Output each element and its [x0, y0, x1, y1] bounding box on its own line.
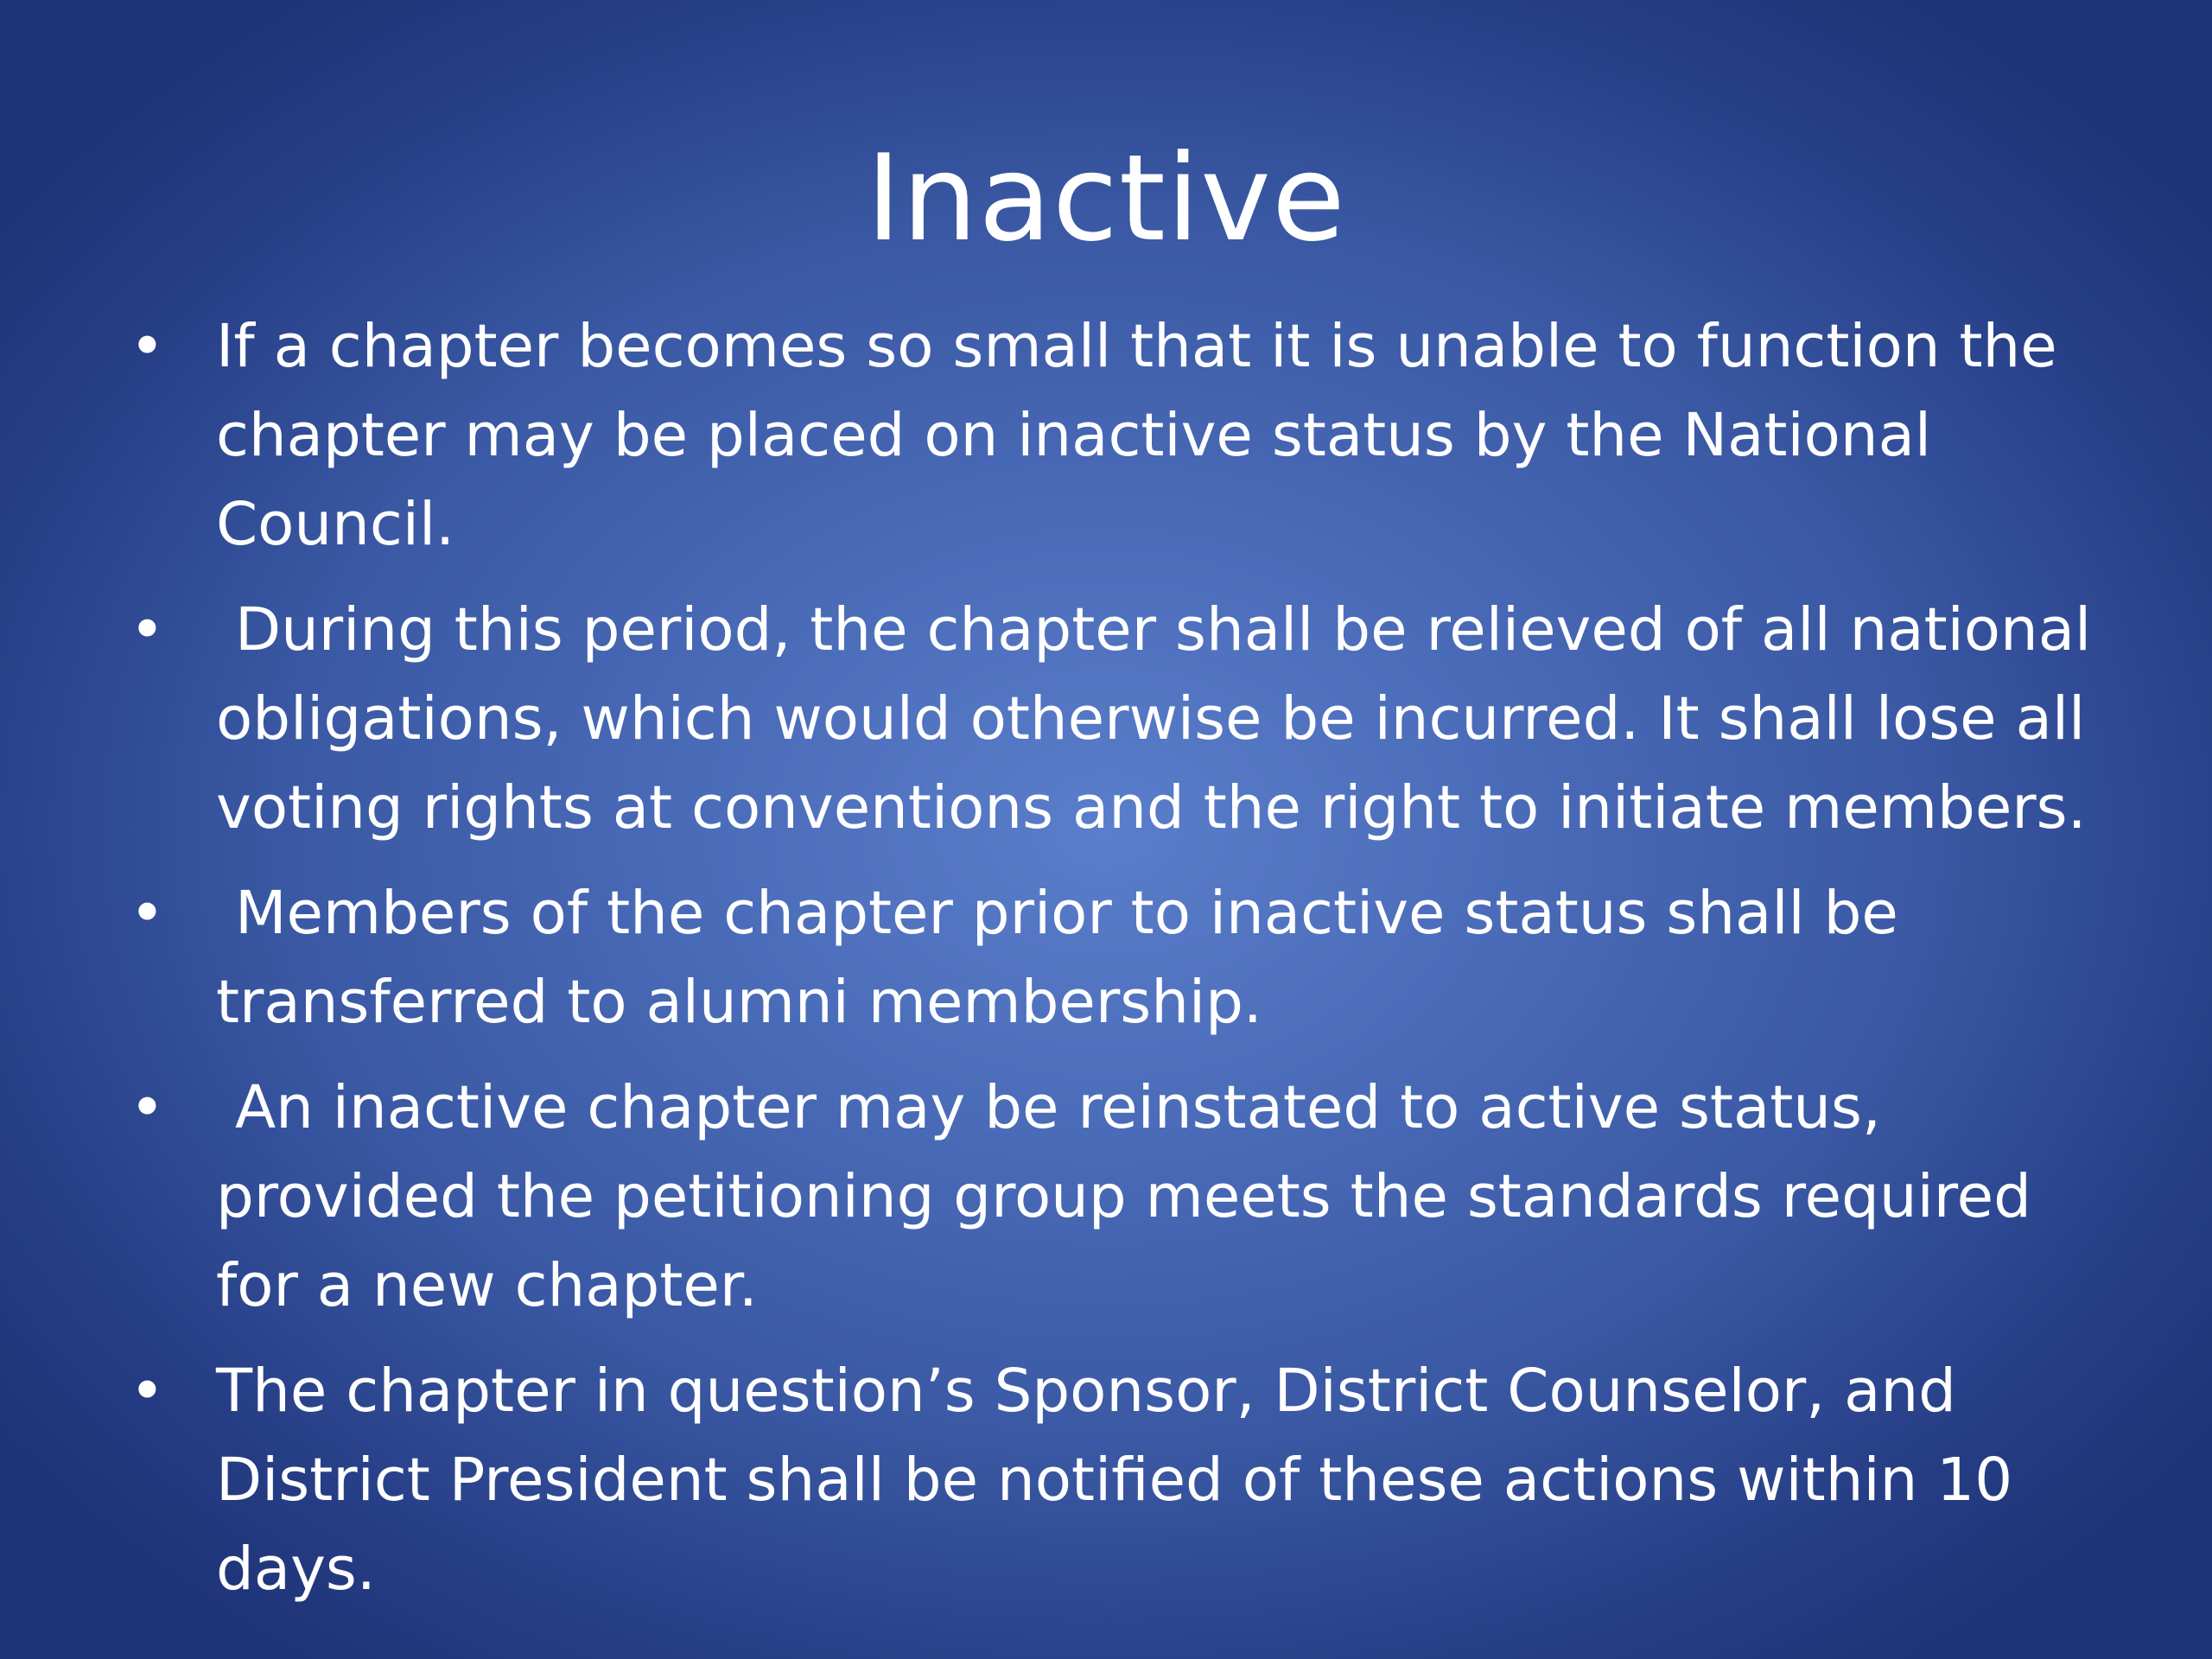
bullet-item: [130, 1064, 2117, 1331]
bullet-item: [130, 1347, 2117, 1614]
bullet-text: The chapter in question’s Sponsor, District Counselor, and District President shall be notified of these actions within 10 days.: [216, 1357, 2032, 1604]
bullet-list: [130, 302, 2117, 1630]
bullet-icon: •: [130, 879, 165, 948]
bullet-icon: •: [130, 312, 165, 381]
bullet-text: During this period, the chapter shall be relieved of all national obligations, which would otherwise be incurred. It shall lose all voting rights at conventions and the right to initiate members.: [216, 595, 2111, 842]
bullet-item: [130, 869, 2117, 1047]
bullet-icon: •: [130, 1073, 165, 1142]
bullet-text: Members of the chapter prior to inactive status shall be transferred to alumni membership.: [216, 879, 1917, 1037]
bullet-item: [130, 302, 2117, 569]
slide-title: Inactive: [866, 129, 1346, 268]
bullet-icon: •: [130, 1357, 165, 1426]
bullet-text: If a chapter becomes so small that it is unable to function the chapter may be placed on inactive status by the National Council.: [216, 312, 2076, 559]
bullet-text: An inactive chapter may be reinstated to active status, provided the petitioning group meets the standards required for a new chapter.: [216, 1073, 2050, 1320]
bullet-item: [130, 586, 2117, 853]
bullet-icon: •: [130, 595, 165, 664]
